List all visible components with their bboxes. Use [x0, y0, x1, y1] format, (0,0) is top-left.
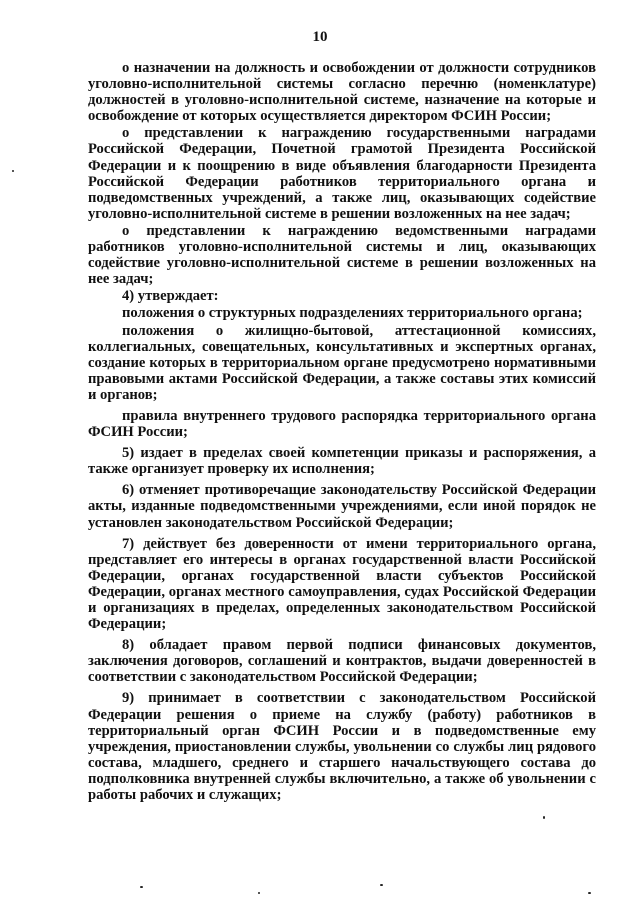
paragraph-departmental-awards: о представлении к награждению ведомственными наградами работников уголовно-исполнительной системы и лиц, оказывающих содействие уголовно-исполнительной системе в решении возложенных на нее задач;	[88, 222, 596, 288]
paragraph-state-awards: о представлении к награждению государственными наградами Российской Федерации, Почетной грамотой Президента Российской Федерации и к поощрению в виде объявления благодарности Президента Российской Федерации работников территориального органа и подведомственных учреждений, а также лиц, оказывающих содействие уголовно-исполнительной системе в решении возложенных на нее задач;	[88, 125, 596, 222]
scan-speck	[588, 892, 591, 894]
scan-speck	[543, 816, 545, 819]
paragraph-item-8: 8) обладает правом первой подписи финансовых документов, заключения договоров, соглашений и контрактов, выдачи доверенностей в соответствии с законодательством Российской Федерации;	[88, 637, 596, 686]
document-body	[88, 60, 596, 804]
paragraph-item-7: 7) действует без доверенности от имени территориального органа, представляет его интересы в органах государственной власти Российской Федерации, органах государственной власти субъектов Российской Федерации, органах местного самоуправления, судах Российской Федерации и организациях в пределах, определенных законодательством Российской Федерации;	[88, 535, 596, 633]
paragraph-commissions: положения о жилищно-бытовой, аттестационной комиссиях, коллегиальных, совещательных, консультативных и экспертных органах, создание которых в территориальном органе предусмотрено нормативными правовыми актами Российской Федерации, а также составы этих комиссий и органов;	[88, 322, 596, 403]
scan-speck	[12, 170, 14, 172]
paragraph-labor-rules: правила внутреннего трудового распорядка территориального органа ФСИН России;	[88, 407, 596, 441]
paragraph-item-5: 5) издает в пределах своей компетенции приказы и распоряжения, а также организует проверку их исполнения;	[88, 445, 596, 478]
paragraph-item-6: 6) отменяет противоречащие законодательству Российской Федерации акты, изданные подведомственными учреждениями, если иной порядок не установлен законодательством Российской Федерации;	[88, 482, 596, 531]
paragraph-structural-units: положения о структурных подразделениях территориального органа;	[122, 305, 583, 322]
scan-speck	[258, 892, 260, 894]
paragraph-item-9: 9) принимает в соответствии с законодательством Российской Федерации решения о приеме на службу (работу) работников в территориальный орган ФСИН России и в подведомственные ему учреждения, приостановлении службы, увольнении со службы лиц рядового состава, младшего, среднего и старшего начальствующего состава до подполковника внутренней службы включительно, а также об увольнении с работы рабочих и служащих;	[88, 690, 596, 804]
scan-speck	[380, 884, 383, 886]
scan-speck	[140, 886, 143, 888]
paragraph-appointment: о назначении на должность и освобождении от должности сотрудников уголовно-исполнительной системы согласно перечню (номенклатуре) должностей в уголовно-исполнительной системе, назначение на которые и освобождение от которых осуществляется директором ФСИН России;	[88, 60, 596, 125]
page-number: 10	[312, 29, 328, 45]
paragraph-item-4-heading: 4) утверждает:	[122, 288, 219, 305]
